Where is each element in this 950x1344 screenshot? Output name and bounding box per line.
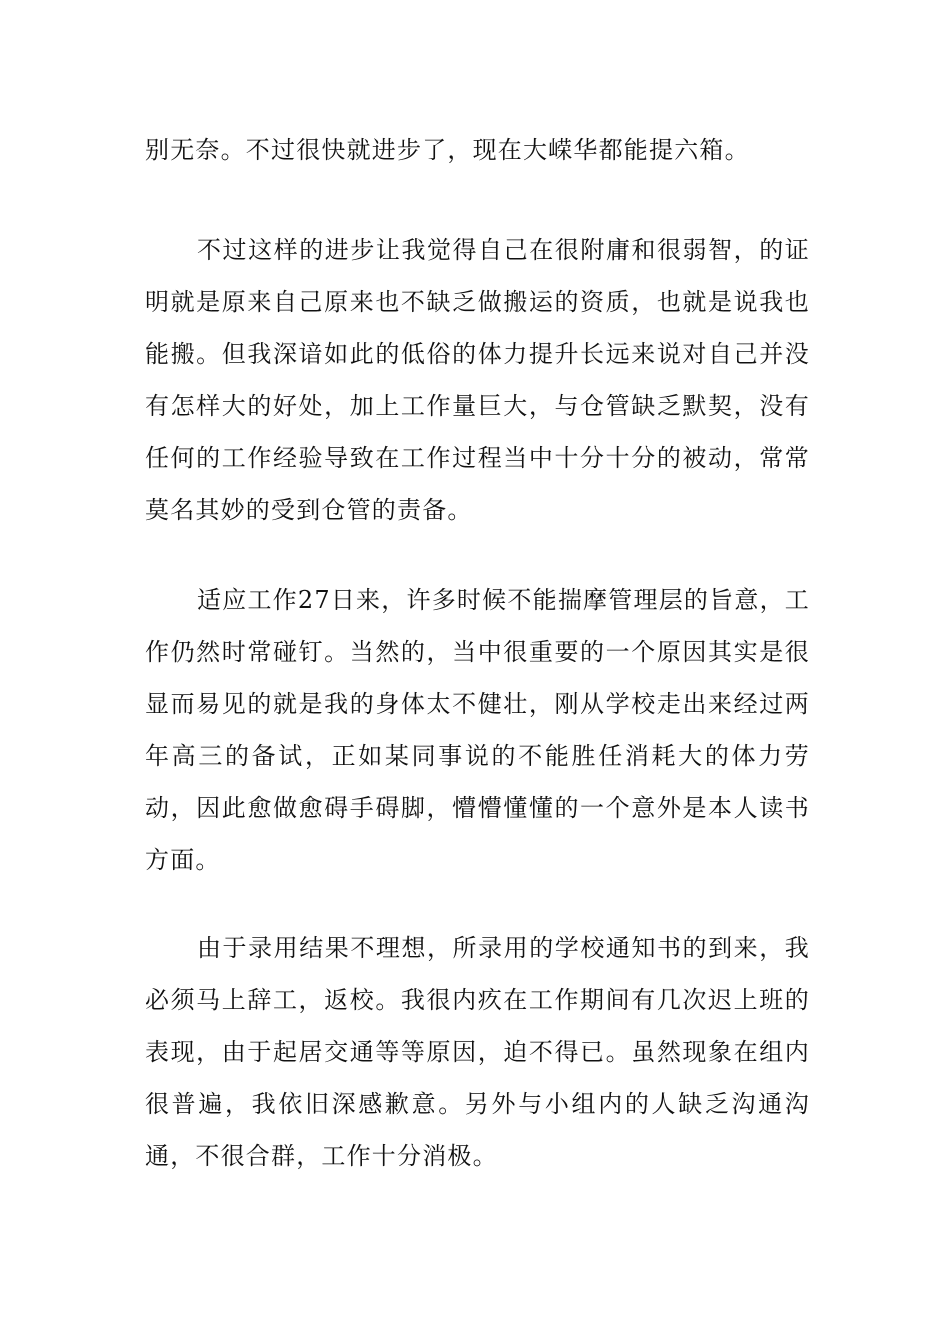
paragraph-1: 别无奈。不过很快就进步了，现在大嵘华都能提六箱。 — [145, 136, 750, 164]
paragraph-4: 由于录用结果不理想，所录用的学校通知书的到来，我必须马上辞工，返校。我很内疚在工作期间有几次迟上班的表现，由于起居交通等等原因，迫不得已。虽然现象在组内很普遍，我依旧深感歉意。另外与小组内的人缺乏沟通沟通，不很合群，工作十分消极。 — [145, 934, 810, 1170]
paragraph-3: 适应工作27日来，许多时候不能揣摩管理层的旨意，工作仍然时常碰钉。当然的，当中很重要的一个原因其实是很显而易见的就是我的身体太不健壮，刚从学校走出来经过两年高三的备试，正如某同事说的不能胜任消耗大的体力劳动，因此愈做愈碍手碍脚，懵懵懂懂的一个意外是本人读书方面。 — [145, 586, 810, 874]
paragraph-2: 不过这样的进步让我觉得自己在很附庸和很弱智，的证明就是原来自己原来也不缺乏做搬运的资质，也就是说我也能搬。但我深谙如此的低俗的体力提升长远来说对自己并没有怎样大的好处，加上工作量巨大，与仓管缺乏默契，没有任何的工作经验导致在工作过程当中十分十分的被动，常常莫名其妙的受到仓管的责备。 — [145, 236, 810, 524]
